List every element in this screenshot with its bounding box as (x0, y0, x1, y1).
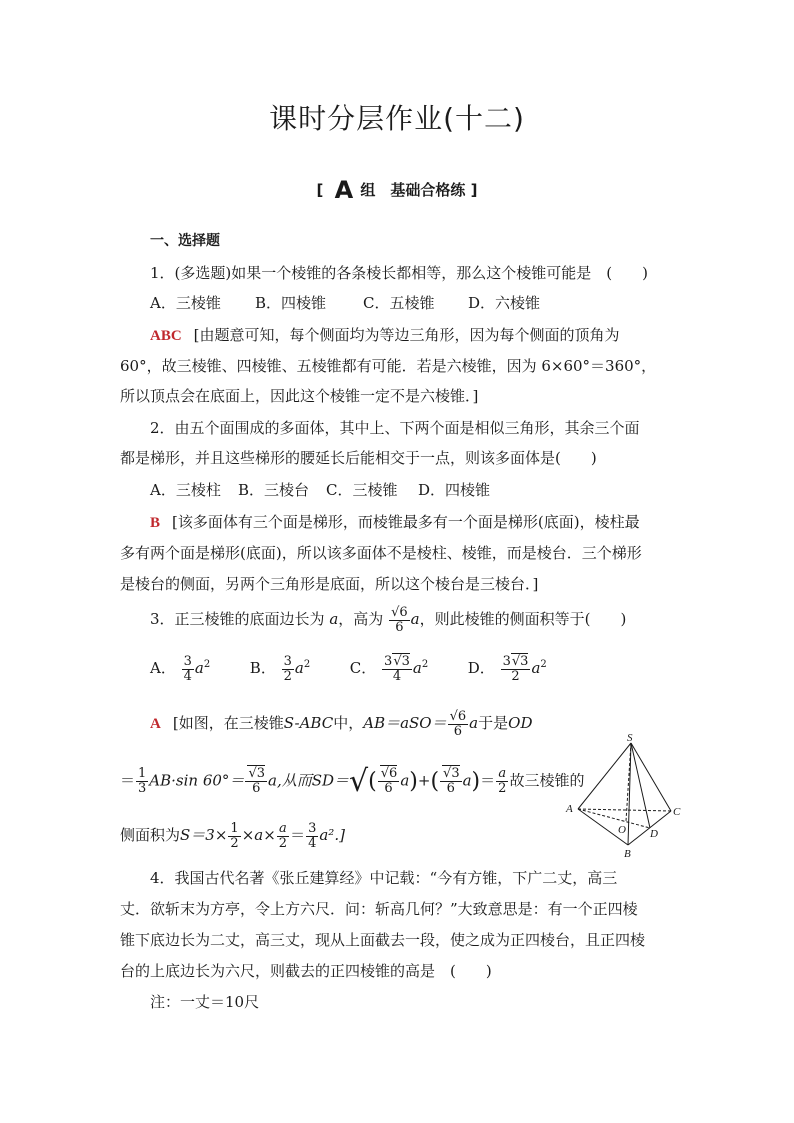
frac-num: √6 (391, 605, 408, 620)
q1-answer: ABC (150, 328, 182, 344)
edge-sd (631, 743, 650, 828)
q3-option-c-frac (382, 655, 412, 683)
q2-stem-line-1: 2．由五个面围成的多面体，其中上、下两个面是相似三角形，其余三个面 (150, 419, 640, 437)
frac-num: √3 (245, 767, 267, 782)
frac-den: 2 (230, 835, 239, 851)
q3-l3-frac1 (228, 822, 240, 850)
sup: 2 (203, 659, 211, 671)
q3-l3-b: S＝3× (180, 826, 228, 845)
q1-option-b: B．四棱锥 (255, 294, 327, 312)
paren: ( (368, 769, 377, 794)
q3-option-b-var: a (294, 659, 304, 678)
q3-stem (150, 606, 710, 634)
frac-den: 2 (498, 781, 507, 796)
q3-option-c: C． (349, 659, 377, 678)
q3-l2-b: AB·sin 60°＝ (149, 771, 245, 790)
q3-l2-c: a,从而 (268, 771, 312, 790)
q3-l3-frac3 (306, 822, 318, 850)
var: a (462, 771, 472, 790)
section-heading: 一、选择题 (150, 233, 220, 249)
label-s: S (627, 733, 633, 744)
group-bracket-right: ] (470, 181, 478, 199)
q3-l2-frac5 (496, 767, 508, 795)
group-label: 组 基础合格练 (360, 181, 466, 199)
pyramid-figure (558, 733, 688, 858)
q3-var-a2: a (410, 610, 420, 629)
frac-num: 3 (283, 654, 292, 669)
frac-num: 1 (138, 766, 147, 782)
label-o: O (618, 824, 626, 836)
q3-exp-c: 中， (333, 714, 364, 733)
q3-exp-a: [如图，在三棱锥 (172, 714, 284, 733)
q4-stem-line-2: 丈．欲斩末为方亭，令上方六尺．问：斩高几何？”大致意思是：有一个正四棱 (120, 900, 638, 918)
q2-stem-line-2: 都是梯形，并且这些梯形的腰延长后能相交于一点，则该多面体是( ) (120, 449, 597, 467)
frac-den: 6 (453, 723, 463, 739)
q3-option-a: A． (150, 659, 176, 678)
var: a (400, 771, 410, 790)
frac-den: 2 (511, 668, 520, 684)
label-c: C (673, 806, 681, 818)
q1-option-d: D．六棱锥 (468, 294, 541, 312)
q2-explanation-line-1 (150, 511, 710, 532)
q1-explanation-line-1 (150, 324, 710, 345)
q1-option-a: A．三棱锥 (150, 294, 221, 312)
q3-l2-frac3 (378, 767, 400, 795)
q1-exp1: [由题意可知，每个侧面均为等边三角形，因为每个侧面的顶角为 (193, 326, 620, 344)
group-heading (0, 176, 794, 204)
q3-l2-frac1 (136, 767, 148, 795)
q3-l3-e: a².] (319, 826, 345, 845)
frac-num: 3 (183, 654, 192, 669)
q3-l3-c: ×a× (241, 826, 276, 845)
edge-ad-hidden (578, 809, 650, 828)
label-b: B (624, 848, 631, 858)
q3-option-a-frac (182, 655, 194, 683)
q3-l2-frac2 (245, 767, 267, 795)
q3-option-b-frac (282, 655, 294, 683)
q2-option-d: D．四棱锥 (418, 481, 491, 499)
q3-l2-a: ＝ (120, 771, 136, 790)
paren: ) (471, 769, 481, 794)
edge-ac-hidden (578, 809, 671, 811)
q3-l3-a: 侧面积为 (120, 826, 181, 845)
q3-l2-d: SD＝ (311, 771, 350, 790)
q3-stem-a: 3．正三棱锥的底面边长为 (150, 610, 325, 629)
q3-exp-e: 于是 (478, 714, 509, 733)
q3-option-c-var: a (412, 659, 422, 678)
q3-l2-f: 故三棱锥的 (509, 771, 585, 790)
group-badge: A (334, 176, 354, 204)
q1-option-c: C．五棱锥 (363, 294, 435, 312)
q3-answer: A (150, 716, 161, 733)
q2-explanation-line-2: 多有两个面是梯形(底面)，所以该多面体不是棱柱、棱锥，而是棱台．三个梯形 (120, 544, 642, 562)
q3-option-d: D． (467, 659, 495, 678)
q2-option-a: A．三棱柱 (150, 481, 221, 499)
page-title: 课时分层作业(十二) (269, 102, 525, 135)
q3-exp-var: a (469, 714, 479, 733)
frac-den: 6 (384, 781, 393, 796)
q3-stem-b: ，高为 (338, 610, 384, 629)
q3-explanation-line-2: ＝ $\frac{1}{3}$ AB·sin 60°＝ $\frac{√3}{6}$ a,从而SD＝√( $\frac{√6}{6}$ a)+( $\frac{√3}{6}$ a)＝ $\frac{a}{2}$ 故三棱锥的 (120, 764, 585, 799)
q3-l3-d: ＝ (290, 826, 306, 845)
frac-den: 4 (183, 668, 192, 684)
frac-den: 4 (392, 668, 402, 684)
q4-note: 注：一丈＝10尺 (150, 993, 260, 1011)
frac-den: 6 (446, 781, 455, 796)
frac-num: √3 (440, 767, 462, 782)
frac-den: 2 (283, 668, 292, 684)
frac-den: 2 (278, 835, 288, 851)
q3-option-a-var: a (194, 659, 204, 678)
q3-option-d-frac (501, 655, 531, 683)
q2-answer: B (150, 515, 161, 531)
q2-options (150, 479, 710, 500)
q1-stem: 1．(多选题)如果一个棱锥的各条棱长都相等，那么这个棱锥可能是 ( ) (150, 264, 648, 282)
frac-num: 3√3 (502, 654, 529, 669)
q3-option-d-var: a (531, 659, 541, 678)
q3-l2-frac4 (440, 767, 462, 795)
q3-option-b: B． (249, 659, 276, 678)
frac-den: 4 (308, 835, 317, 851)
paren: ) (409, 769, 418, 794)
sup: 2 (303, 659, 311, 671)
q4-stem-line-1: 4．我国古代名著《张丘建算经》中记载：“今有方锥，下广二丈，高三 (150, 869, 618, 887)
group-bracket-left: [ (316, 181, 324, 199)
sqrt-sign: √ (349, 764, 369, 799)
q3-l2-e: ＝ (480, 771, 496, 790)
sup: 2 (540, 659, 547, 671)
label-d: D (650, 828, 658, 840)
frac-num: √6 (378, 767, 400, 782)
q3-l3-frac2 (277, 822, 289, 850)
q3-exp-d: AB＝aSO＝ (363, 714, 447, 733)
q2-exp1: [该多面体有三个面是梯形，而棱锥最多有一个面是梯形(底面)，棱柱最 (172, 513, 640, 531)
edge-sa (578, 743, 631, 809)
frac-den: 6 (252, 781, 261, 796)
paren: ( (430, 769, 440, 794)
sup: 2 (421, 659, 429, 671)
q3-exp-b: S-ABC (283, 714, 334, 733)
q3-var-a: a (329, 610, 339, 629)
q3-options (150, 655, 710, 683)
frac-num: a (496, 767, 508, 782)
frac-den: 3 (138, 781, 147, 796)
q4-stem-line-4: 台的上底边长为六尺，则截去的正四棱锥的高是 ( ) (120, 962, 492, 980)
q3-exp-f: OD (508, 714, 533, 733)
frac-num: 1 (230, 821, 239, 836)
label-a: A (566, 803, 573, 815)
q3-so-frac (448, 710, 469, 738)
q4-stem-line-3: 锥下底边长为二丈，高三丈，现从上面截去一段，使之成为正四棱台，且正四棱 (120, 931, 646, 949)
q1-options (150, 292, 710, 313)
edge-sb (628, 743, 631, 845)
q1-explanation-line-3: 所以顶点会在底面上，因此这个棱锥一定不是六棱锥．] (120, 387, 479, 405)
frac-num: √6 (449, 709, 467, 724)
frac-num: 3 (308, 821, 317, 836)
q2-explanation-line-3: 是棱台的侧面，另两个三角形是底面，所以这个棱台是三棱台．] (120, 575, 539, 593)
q3-height-fraction (389, 606, 410, 634)
q2-option-b: B．三棱台 (238, 481, 310, 499)
q3-stem-c: ，则此棱锥的侧面积等于( ) (419, 610, 627, 629)
q2-option-c: C．三棱锥 (326, 481, 398, 499)
frac-num: a (277, 822, 289, 837)
frac-den: 6 (395, 619, 404, 635)
frac-num: 3√3 (384, 654, 410, 669)
edge-sc (631, 743, 671, 811)
q1-explanation-line-2: 60°，故三棱锥、四棱锥、五棱锥都有可能．若是六棱锥，因为 6×60°＝360°， (120, 357, 657, 375)
